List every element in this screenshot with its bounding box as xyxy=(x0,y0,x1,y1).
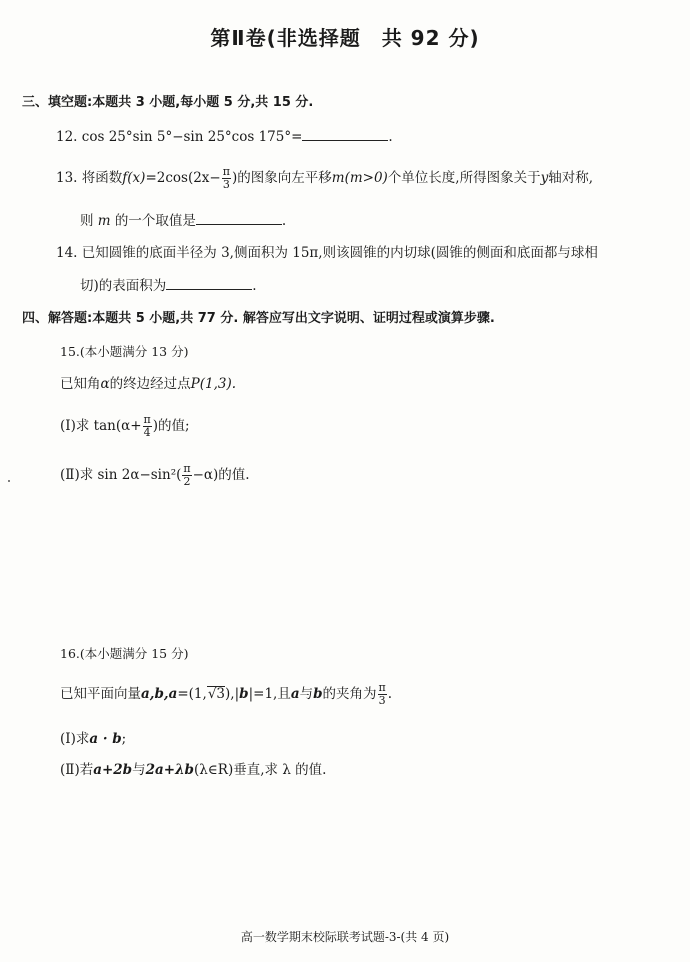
q15-point: P(1,3). xyxy=(190,376,237,392)
q15-stem-mid: 的终边经过点 xyxy=(109,376,191,392)
q15-part2 xyxy=(60,463,250,488)
q13-number: 13. xyxy=(56,170,78,187)
q16-stem-pre: 已知平面向量 xyxy=(60,686,141,703)
q12-end: . xyxy=(388,129,393,145)
q16-stem xyxy=(60,682,392,707)
q14-end: . xyxy=(252,278,257,294)
q13-m-cond: m(m>0) xyxy=(331,170,388,187)
page-footer: 高一数学期末校际联考试题-3-(共 4 页) xyxy=(240,930,450,944)
q16-sqrt3: √3 xyxy=(207,686,226,703)
q13-text-1: 将函数 xyxy=(81,170,123,187)
q15-stem-pre: 已知角 xyxy=(60,376,101,392)
q16-stem-eq: =(1, xyxy=(177,686,207,703)
q16-part2-mid: 与 xyxy=(132,762,146,778)
q16-part1-expr: a · b xyxy=(89,731,122,747)
q14-answer-blank[interactable] xyxy=(166,277,252,290)
question-14 xyxy=(56,245,598,261)
q12-answer-blank[interactable] xyxy=(302,128,388,141)
q15-stem xyxy=(60,376,236,392)
q13-text-4: 轴对称, xyxy=(548,170,594,187)
q16-part2-cond: (λ∈R)垂直,求 λ 的值. xyxy=(193,762,327,778)
q16-stem-angle: 的夹角为 xyxy=(322,686,377,703)
question-12 xyxy=(56,128,393,145)
q16-stem-end: . xyxy=(387,686,393,703)
q13-y: y xyxy=(540,170,549,187)
scan-speck xyxy=(8,480,10,482)
q16-part2-pre: (Ⅱ)若 xyxy=(60,762,94,778)
question-13 xyxy=(56,166,593,191)
q16-part1 xyxy=(60,731,126,747)
q16-part1-pre: (Ⅰ)求 xyxy=(60,731,90,747)
question-14-line2 xyxy=(80,277,257,294)
q15-part1 xyxy=(60,414,190,439)
q16-header: 16.(本小题满分 15 分) xyxy=(60,646,189,661)
q16-angle-fraction: $\frac{\pi}{3}$ xyxy=(378,681,386,708)
q13-fraction: $\frac{\pi}{3}$ xyxy=(222,165,230,192)
q13-end: . xyxy=(281,213,287,229)
section3-heading: 三、填空题:本题共 3 小题,每小题 5 分,共 15 分. xyxy=(22,95,314,110)
q16-vec-b2: b xyxy=(313,686,323,703)
q13-eq: =2cos(2x− xyxy=(145,170,221,187)
q16-part2-expr1: a+2b xyxy=(93,762,133,778)
q15-header: 15.(本小题满分 13 分) xyxy=(60,344,189,359)
q13-line2-post: 的一个取值是 xyxy=(114,213,196,229)
q13-fx: f(x) xyxy=(122,170,146,187)
q12-number: 12. xyxy=(56,129,78,145)
q16-vec-a2: a xyxy=(290,686,300,703)
q13-text-2: )的图象向左平移 xyxy=(231,170,332,187)
q15-alpha: α xyxy=(100,376,110,392)
q14-number: 14. xyxy=(56,245,78,261)
q16-stem-with: 与 xyxy=(299,686,314,703)
q15-part2-pre: (Ⅱ)求 sin 2α−sin²( xyxy=(60,467,182,484)
question-13-line2 xyxy=(80,212,286,229)
q13-line2-m: m xyxy=(97,213,111,229)
q15-part1-fraction: $\frac{\pi}{4}$ xyxy=(143,413,151,440)
q16-vectors: a,b,a xyxy=(141,686,178,703)
q16-stem-mid: |=1,且 xyxy=(248,686,291,703)
q16-part2-expr2: 2a+λb xyxy=(145,762,194,778)
q12-text: cos 25°sin 5°−sin 25°cos 175°= xyxy=(81,129,303,145)
q16-stem-close: ),| xyxy=(225,686,240,703)
q13-answer-blank[interactable] xyxy=(196,212,282,225)
section4-heading: 四、解答题:本题共 5 小题,共 77 分. 解答应写出文字说明、证明过程或演算步骤. xyxy=(22,311,495,326)
q16-part1-end: ; xyxy=(121,731,127,747)
q16-part2 xyxy=(60,762,326,778)
q13-line2-pre: 则 xyxy=(80,213,94,229)
q16-vec-b: b xyxy=(239,686,249,703)
page-title: 第Ⅱ卷(非选择题 共 92 分) xyxy=(210,26,480,50)
q15-part1-post: )的值; xyxy=(152,418,190,435)
q15-part2-fraction: $\frac{\pi}{2}$ xyxy=(183,462,191,489)
q15-part2-post: −α)的值. xyxy=(192,467,250,484)
q15-part1-pre: (Ⅰ)求 tan(α+ xyxy=(60,418,142,435)
q14-line1: 已知圆锥的底面半径为 3,侧面积为 15π,则该圆锥的内切球(圆锥的侧面和底面都与球相 xyxy=(81,245,598,261)
q14-line2: 切)的表面积为 xyxy=(80,278,167,294)
q13-text-3: 个单位长度,所得图象关于 xyxy=(387,170,541,187)
